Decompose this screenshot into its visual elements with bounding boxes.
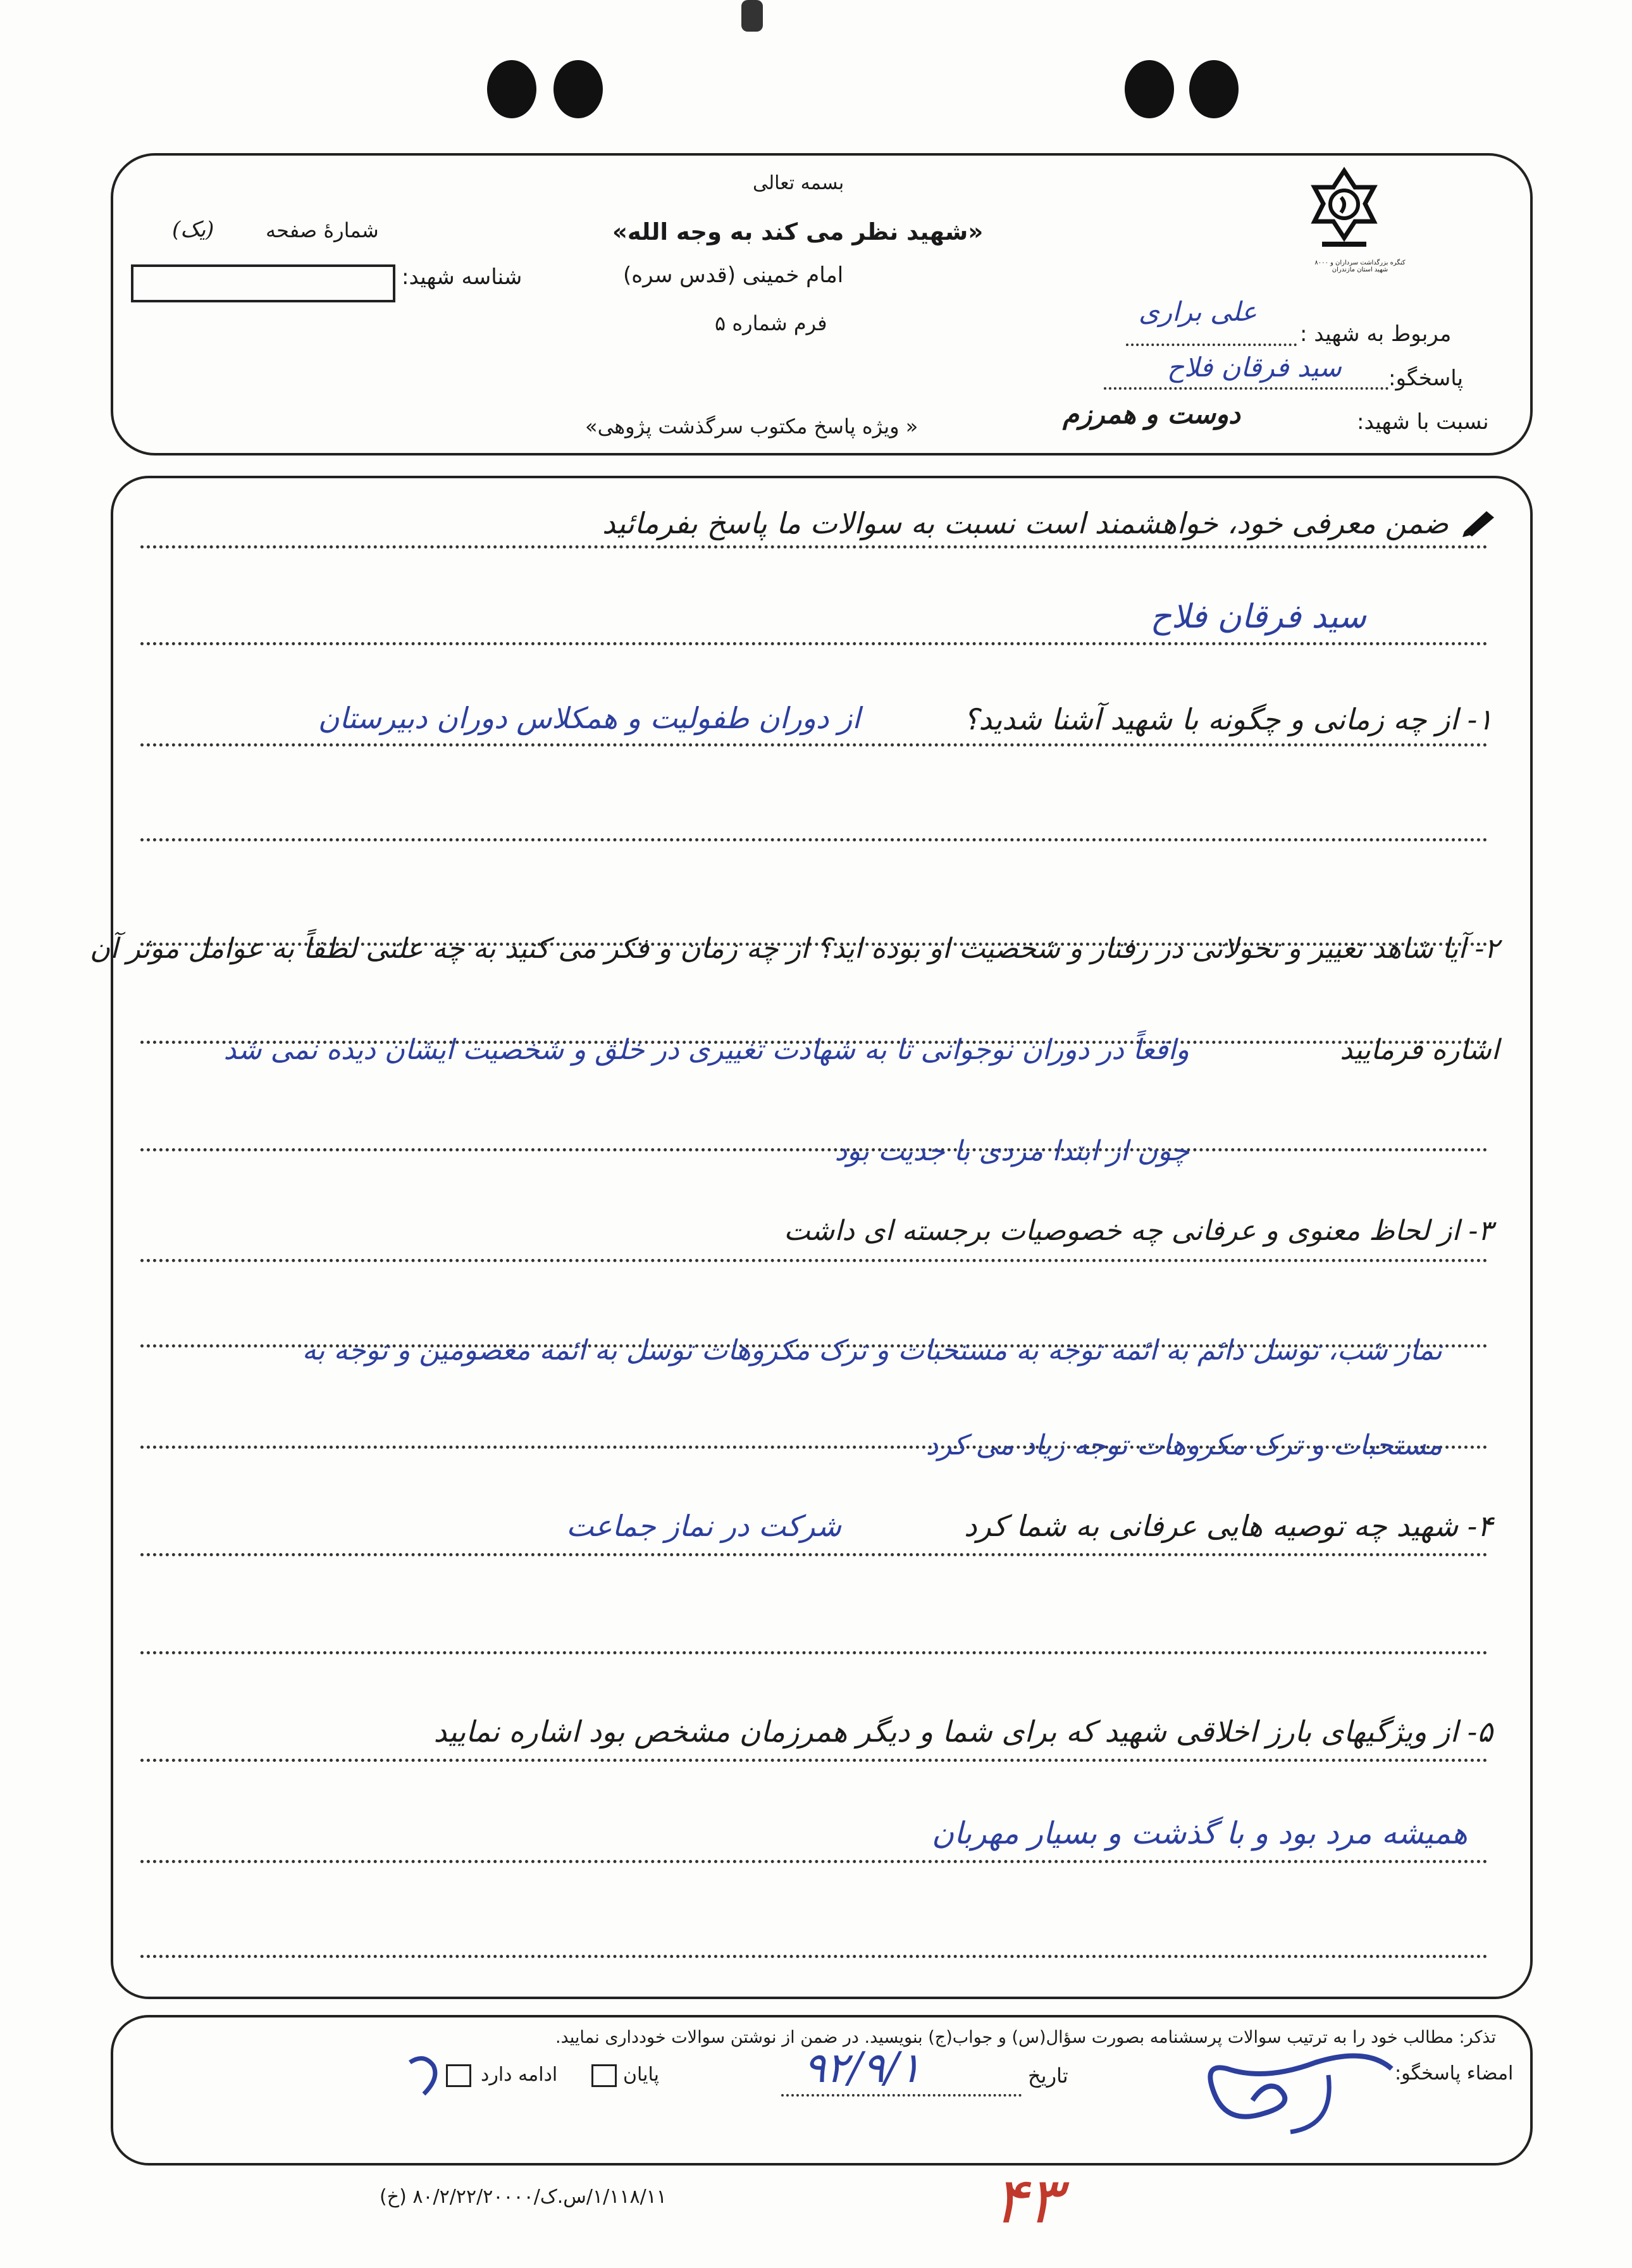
- respondent-dotline: [1104, 387, 1388, 390]
- punch-hole: [1189, 60, 1239, 118]
- related-label: مربوط به شهید :: [1300, 321, 1452, 347]
- signature-label: امضاء پاسخگو:: [1395, 2062, 1514, 2085]
- question-3: ۳- از لحاظ معنوی و عرفانی چه خصوصیات برجسته ای داشت: [784, 1215, 1493, 1247]
- emblem-icon: [1303, 166, 1385, 261]
- ruled-line: [140, 1553, 1488, 1556]
- ruled-line: [140, 642, 1488, 645]
- end-label: پایان: [623, 2064, 660, 2086]
- question-2: ۲- آیا شاهد تغییر و تحولاتی در رفتار و شخصیت او بوده اید؟ از چه زمان و فکر می کنید به چه علتی لطفاً به عوامل موثر آن اشاره فرمایید: [89, 933, 1499, 1066]
- bismillah: بسمه تعالی: [753, 172, 844, 194]
- question-5: ۵- از ویژگیهای بارز اخلاقی شهید که برای شما و دیگر همرزمان مشخص بود اشاره نمایید: [433, 1714, 1493, 1749]
- answer-3: نماز شب، توسل دائم به ائمه توجه به مستحبات و ترک مکروهات توسل به ائمه معصومین و توجه به مستحبات و ترک مکروهات توجه زیاد می کرد: [302, 1334, 1442, 1461]
- punch-hole: [1125, 60, 1174, 118]
- ruled-line: [140, 1759, 1488, 1762]
- page-value: (یک): [172, 217, 214, 242]
- relation-value: دوست و همرزم: [1063, 399, 1240, 430]
- question-1: ۱- از چه زمانی و چگونه با شهید آشنا شدید؟: [963, 702, 1493, 736]
- related-value: علی براری: [1139, 296, 1258, 327]
- question-4: ۴- شهید چه توصیه هایی عرفانی به شما کرد: [963, 1509, 1493, 1543]
- pencil-icon: [1461, 506, 1499, 538]
- signature-mark: [1189, 2043, 1398, 2138]
- form-code: ۱/۱۱۸/۱۱/س.ک/۸۰/۲/۲۲/۲۰۰۰۰ (خ): [380, 2186, 667, 2208]
- date-label: تاریخ: [1028, 2064, 1068, 2088]
- continue-label: ادامه دارد: [481, 2064, 558, 2086]
- ruled-line: [140, 545, 1488, 548]
- respondent-label: پاسخگو:: [1388, 366, 1464, 391]
- martyr-id-field[interactable]: [131, 264, 395, 302]
- intro-answer: سید فرقان فلاح: [1150, 598, 1366, 636]
- header-note: « ویژه پاسخ مکتوب سرگذشت پژوهی»: [585, 414, 918, 438]
- logo-caption: کنگره بزرگداشت سرداران و ۸۰۰۰ شهید استان مازندران: [1314, 259, 1406, 273]
- ruled-line: [140, 1651, 1488, 1654]
- related-dotline: [1126, 344, 1297, 346]
- quote-author: امام خمینی (قدس سره): [623, 263, 844, 288]
- answer-5: همیشه مرد بود و با گذشت و بسیار مهربان: [931, 1816, 1468, 1851]
- answer-1: از دوران طفولیت و همکلاس دوران دبیرستان: [318, 701, 860, 735]
- end-checkbox[interactable]: [591, 2064, 617, 2087]
- ruled-line: [140, 743, 1488, 747]
- answer-2: واقعاً در دوران نوجوانی تا به شهادت تغییری در خلق و شخصیت ایشان دیده نمی شد چون از ابتدا مردی با جدیت بود: [223, 1034, 1189, 1167]
- relation-label: نسبت با شهید:: [1357, 409, 1489, 435]
- ruled-line: [140, 1259, 1488, 1262]
- punch-hole: [553, 60, 603, 118]
- footer-reminder: تذکر: مطالب خود را به ترتیب سوالات پرسشنامه بصورت سؤال(س) و جواب(ج) بنویسید. در ضمن از نوشتن سوالات خودداری نمایید.: [555, 2028, 1496, 2047]
- punch-hole: [487, 60, 536, 118]
- header-quote: «شهید نظر می کند به وجه الله»: [612, 218, 984, 245]
- form-number: فرم شماره ۵: [715, 311, 827, 335]
- answer-4: شرکت در نماز جماعت: [566, 1509, 841, 1543]
- ruled-line: [140, 1860, 1488, 1863]
- continue-checkbox[interactable]: [446, 2064, 471, 2087]
- page-label: شمارهٔ صفحه: [266, 218, 379, 242]
- date-dotline: [781, 2094, 1022, 2097]
- ruled-line: [140, 1955, 1488, 1958]
- check-mark-icon: [405, 2050, 449, 2100]
- page-number: ۴۳: [993, 2164, 1061, 2238]
- martyr-id-label: شناسه شهید:: [402, 264, 522, 290]
- intro-prompt: ضمن معرفی خود، خواهشمند است نسبت به سوالات ما پاسخ بفرمائید: [602, 506, 1449, 540]
- ruled-line: [140, 838, 1488, 841]
- staple-mark: [741, 0, 763, 32]
- date-value: ۹۲/۹/۱: [803, 2043, 922, 2092]
- respondent-value: سید فرقان فلاح: [1167, 352, 1342, 383]
